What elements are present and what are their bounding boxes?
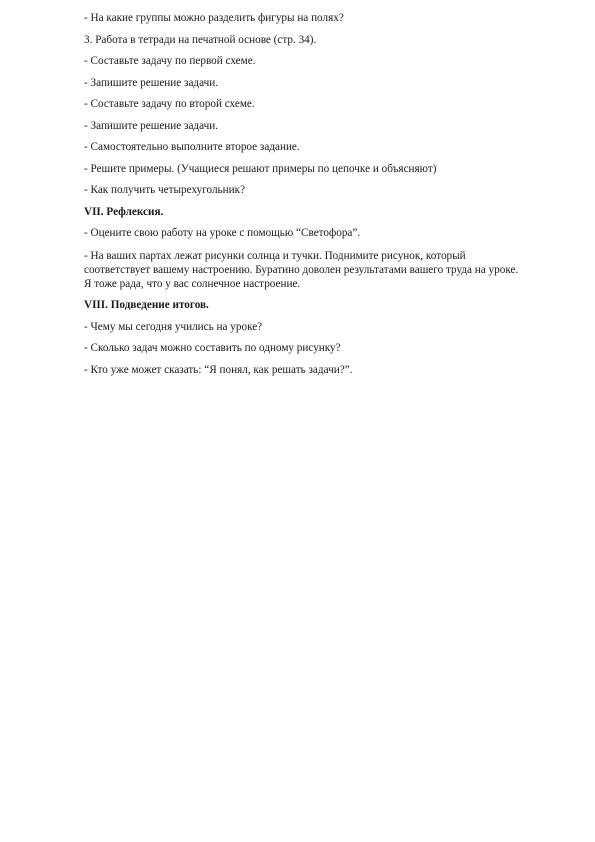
text-line-who-can-say: - Кто уже может сказать: “Я понял, как решать задачи?”. xyxy=(84,363,353,376)
text-line-traffic-light: - Оцените свою работу на уроке с помощью “Светофора”. xyxy=(84,227,361,239)
text-line-workbook-task: 3. Работа в тетради на печатной основе (стр. 34). xyxy=(84,33,317,46)
text-line-quadrilateral: - Как получить четырехугольник? xyxy=(84,184,246,196)
text-line-second-scheme: - Составьте задачу по второй схеме. xyxy=(84,98,255,110)
section-heading-reflection: VII. Рефлексия. xyxy=(84,205,164,218)
paragraph-line: - На ваших партах лежат рисунки солнца и тучки. Поднимите рисунок, который xyxy=(84,249,466,262)
text-line-how-many-tasks: - Сколько задач можно составить по одному рисунку? xyxy=(84,342,341,355)
document-page xyxy=(84,12,534,385)
text-line-solve-examples: - Решите примеры. (Учащиеся решают примеры по цепочке и объясняют) xyxy=(84,162,437,175)
paragraph-line: соответствует вашему настроению. Буратино доволен результатами вашего труда на уроке. xyxy=(84,263,519,276)
section-heading-summary: VIII. Подведение итогов. xyxy=(84,299,209,312)
paragraph-sun-cloud xyxy=(84,249,534,292)
text-line-groups-question: - На какие группы можно разделить фигуры на полях? xyxy=(84,12,344,24)
text-line-write-solution-2: - Запишите решение задачи. xyxy=(84,119,219,132)
text-line-what-learned: - Чему мы сегодня учились на уроке? xyxy=(84,320,263,333)
text-line-second-task: - Самостоятельно выполните второе задание. xyxy=(84,141,300,153)
text-line-write-solution-1: - Запишите решение задачи. xyxy=(84,76,219,89)
text-line-first-scheme: - Составьте задачу по первой схеме. xyxy=(84,55,256,67)
paragraph-line: Я тоже рада, что у вас солнечное настроение. xyxy=(84,278,301,291)
